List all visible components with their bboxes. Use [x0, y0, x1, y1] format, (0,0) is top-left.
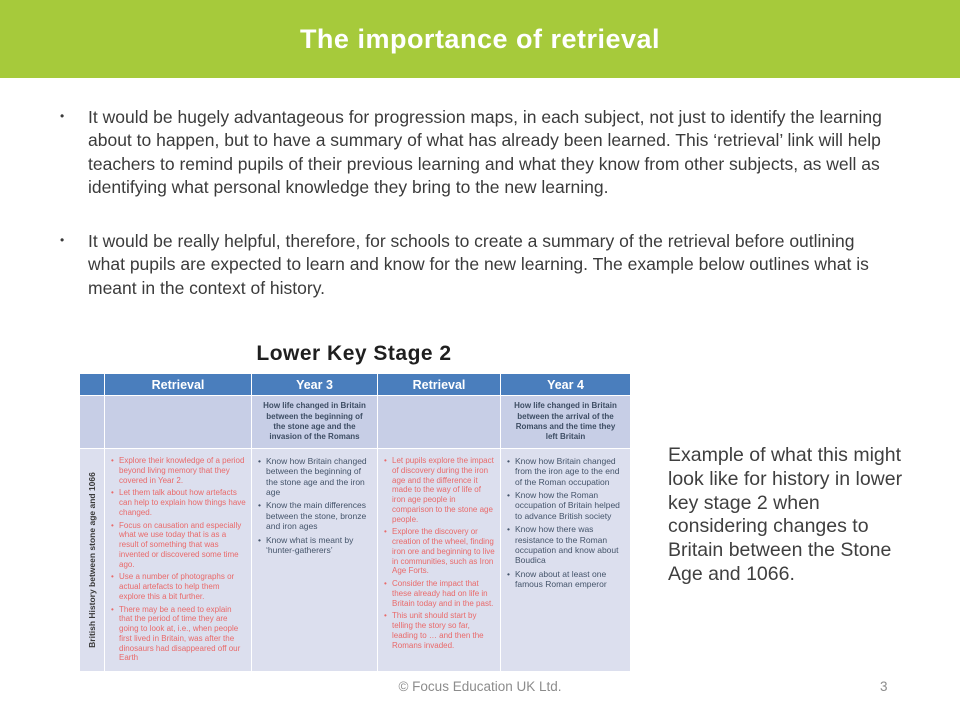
table-bullet-item: • Know about at least one famous Roman emperor — [515, 569, 625, 590]
row-label-cell — [80, 449, 104, 671]
header-cell-retrieval-y4: Retrieval — [378, 374, 500, 395]
table-subheader-row — [80, 396, 628, 448]
bullet-item — [58, 106, 894, 200]
body-cell-year4 — [501, 449, 630, 671]
slide-header-banner — [0, 0, 960, 78]
body-cell-retrieval-y4 — [378, 449, 500, 671]
bullet-list — [58, 106, 894, 330]
table-bullet-item: • Know how there was resistance to the Roman occupation and know about Boudica — [515, 524, 625, 565]
table-bullet-item: • Focus on causation and especially what we use today that is as a result of something that was invented or discovered some time ago. — [119, 521, 246, 570]
lower-key-stage-2-table — [80, 341, 628, 671]
subheader-cell-retrieval-y3 — [105, 396, 251, 448]
page-number: 3 — [880, 679, 888, 694]
retrieval-y4-list — [378, 456, 500, 650]
table-bullet-item: • Know how the Roman occupation of Britain helped to advance British society — [515, 490, 625, 521]
table-bullet-item: • Use a number of photographs or actual artefacts to help them explore this a bit further. — [119, 572, 246, 601]
slide-title: The importance of retrieval — [299, 23, 661, 54]
table-bullet-item: • There may be a need to explain that the period of time they are going to look at, i.e., when people first lived in Britain, was after the dinosaurs had disappeared off our Earth — [119, 605, 246, 664]
header-cell-year4: Year 4 — [501, 374, 630, 395]
table-header-row — [80, 374, 628, 395]
table-bullet-item: • Know what is meant by ‘hunter-gatherers’ — [266, 535, 372, 556]
table-title: Lower Key Stage 2 — [256, 342, 452, 365]
header-cell-year3: Year 3 — [252, 374, 377, 395]
bullet-marker-icon: • — [60, 109, 65, 123]
year4-list — [501, 456, 630, 589]
table-bullet-item: • This unit should start by telling the story so far, leading to … and then the Romans invaded. — [392, 611, 495, 650]
bullet-item — [58, 230, 894, 300]
table-bullet-item: • Explore the discovery or creation of the wheel, finding iron ore and beginning to live in communities, such as Iron Age Forts. — [392, 527, 495, 576]
footer-copyright: © Focus Education UK Ltd. — [398, 679, 562, 694]
subheader-cell-retrieval-y4 — [378, 396, 500, 448]
table-bullet-item: • Let pupils explore the impact of discovery during the iron age and the difference it made to the way of life of iron age people in comparison to the stone age people. — [392, 456, 495, 524]
subheader-cell-year3: How life changed in Britain between the beginning of the stone age and the invasion of the Romans — [252, 396, 377, 448]
bullet-text: It would be hugely advantageous for progression maps, in each subject, not just to identify the learning about to happen, but to have a summary of what has already been learned. This ‘retrieval’ link will help teachers to remind pupils of their previous learning and what they know from other subjects, as well as identifying what personal knowledge they bring to the new learning. — [88, 107, 882, 198]
header-cell-spacer — [80, 374, 104, 395]
bullet-text: It would be really helpful, therefore, for schools to create a summary of the retrieval before outlining what pupils are expected to learn and know for the new learning. The example below outlines what is meant in the context of history. — [88, 230, 869, 298]
body-cell-retrieval-y3 — [105, 449, 251, 671]
table-bullet-item: • Explore their knowledge of a period beyond living memory that they covered in Year 2. — [119, 456, 246, 485]
subheader-cell-spacer — [80, 396, 104, 448]
caption-text: Example of what this might look like for history in lower key stage 2 when considering changes to Britain between the Stone Age and 1066. — [668, 444, 903, 585]
header-cell-retrieval-y3: Retrieval — [105, 374, 251, 395]
year3-list — [252, 456, 377, 555]
subheader-cell-year4: How life changed in Britain between the arrival of the Romans and the time they left Britain — [501, 396, 630, 448]
table-bullet-item: • Know how Britain changed between the beginning of the stone age and the iron age — [266, 456, 372, 497]
table-bullet-item: • Know how Britain changed from the iron age to the end of the Roman occupation — [515, 456, 625, 487]
row-label: British History between stone age and 1066 — [87, 472, 97, 648]
table-bullet-item: • Let them talk about how artefacts can help to explain how things have changed. — [119, 488, 246, 517]
body-cell-year3 — [252, 449, 377, 671]
table-bullet-item: • Consider the impact that these already had on life in Britain today and in the past. — [392, 579, 495, 608]
table-bullet-item: • Know the main differences between the stone, bronze and iron ages — [266, 500, 372, 531]
table-body-row — [80, 449, 628, 671]
bullet-marker-icon: • — [60, 232, 65, 247]
retrieval-y3-list — [105, 456, 251, 663]
